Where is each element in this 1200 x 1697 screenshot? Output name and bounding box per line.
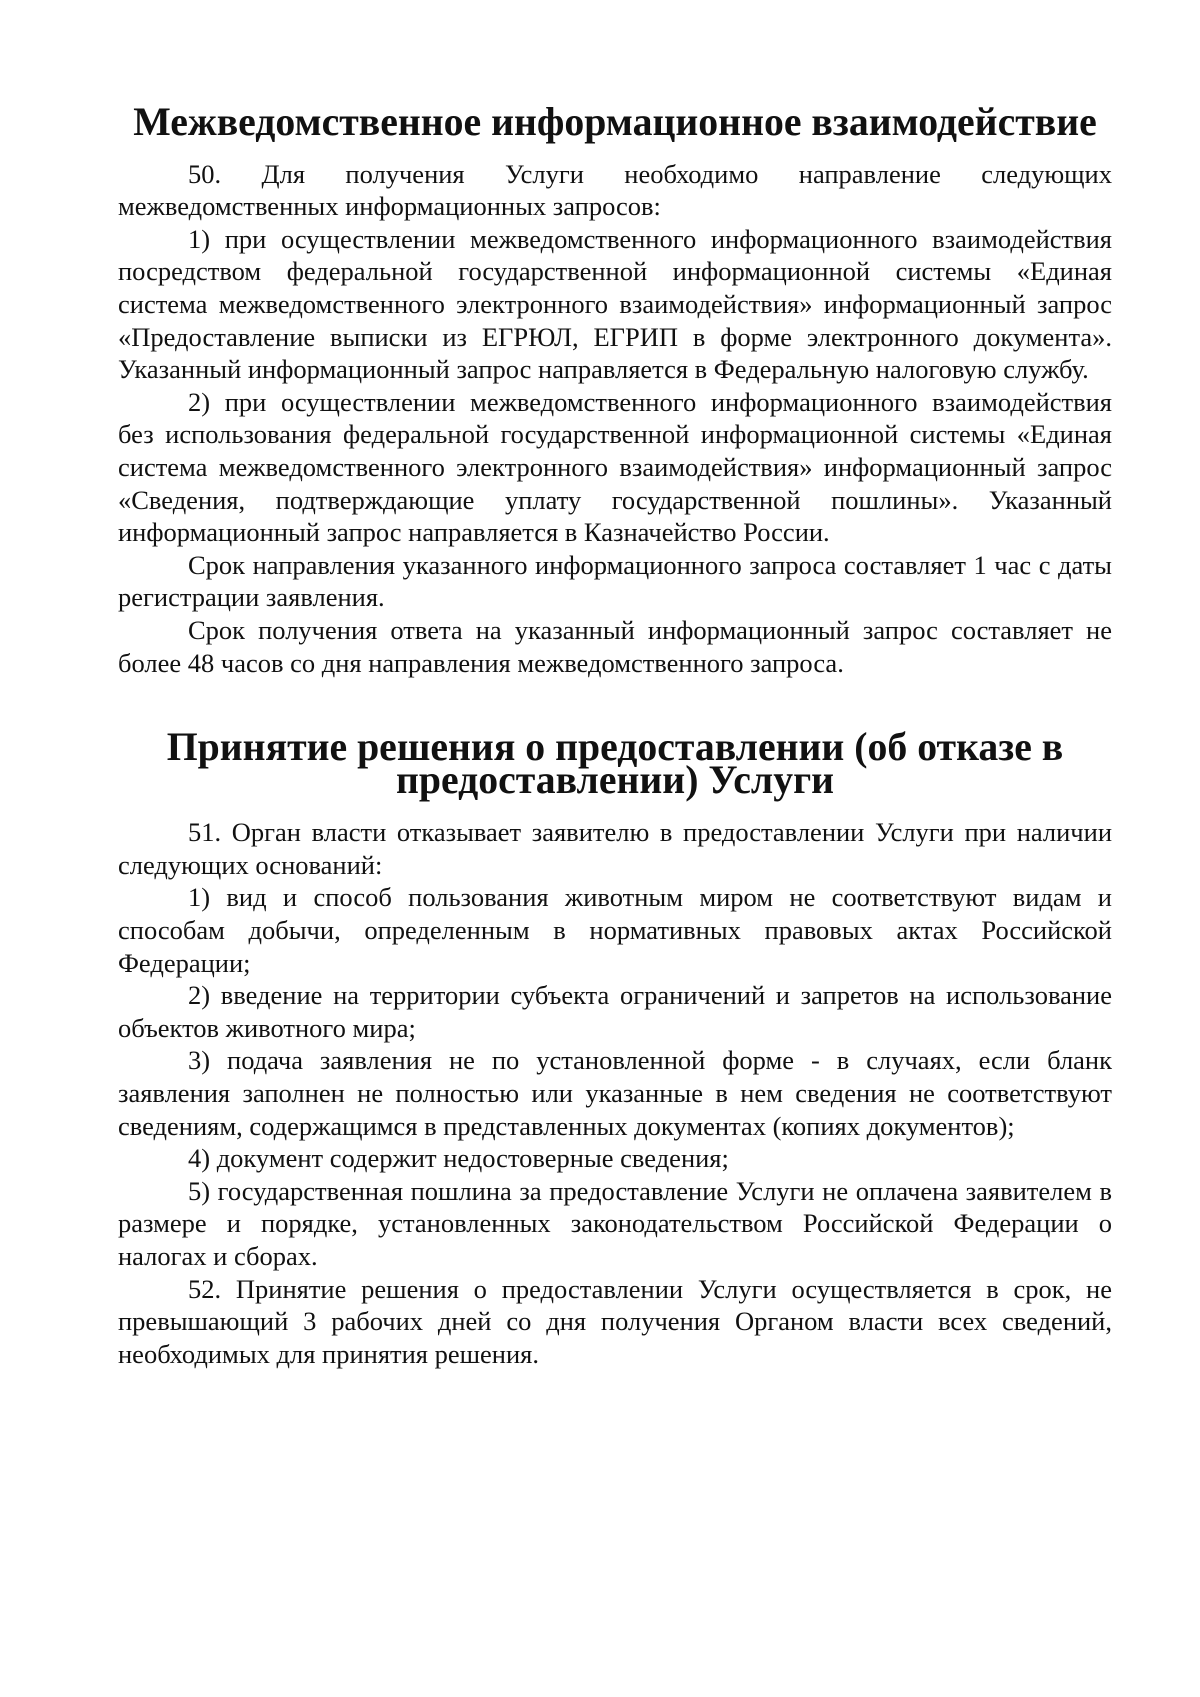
paragraph-51-item-3: 3) подача заявления не по установленной форме - в случаях, если бланк заявления заполнен не полностью или указанные в нем сведения не соответствуют сведениям, содержащимся в представленных документах (копиях документов); [118, 1045, 1112, 1141]
section-heading-interagency: Межведомственное информационное взаимодействие [133, 100, 1097, 144]
paragraph-50-item-2: 2) при осуществлении межведомственного информационного взаимодействия без использования федеральной государственной информационной системы «Единая система межведомственного электронного взаимодействия» информационный запрос «Сведения, подтверждающие уплату государственной пошлины». Указанный информационный запрос направляется в Казначейство России. [118, 386, 1112, 548]
document-page [118, 100, 1112, 1370]
paragraph-51: 51. Орган власти отказывает заявителю в предоставлении Услуги при наличии следующих оснований: [118, 817, 1112, 880]
paragraph-50: 50. Для получения Услуги необходимо направление следующих межведомственных информационных запросов: [118, 158, 1112, 222]
paragraph-51-item-5: 5) государственная пошлина за предоставление Услуги не оплачена заявителем в размере и порядке, установленных законодательством Российской Федерации о налогах и сборах. [118, 1175, 1112, 1271]
paragraph-request-deadline: Срок направления указанного информационного запроса составляет 1 час с даты регистрации заявления. [118, 549, 1112, 613]
section-heading-decision: Принятие решения о предоставлении (об отказе в предоставлении) Услуги [166, 725, 1064, 802]
paragraph-51-item-2: 2) введение на территории субъекта ограничений и запретов на использование объектов животного мира; [118, 980, 1112, 1043]
paragraph-51-item-4: 4) документ содержит недостоверные сведения; [188, 1143, 729, 1174]
paragraph-response-deadline: Срок получения ответа на указанный информационный запрос составляет не более 48 часов со дня направления межведомственного запроса. [118, 614, 1112, 678]
paragraph-52: 52. Принятие решения о предоставлении Услуги осуществляется в срок, не превышающий 3 рабочих дней со дня получения Органом власти всех сведений, необходимых для принятия решения. [118, 1273, 1112, 1369]
paragraph-51-item-1: 1) вид и способ пользования животным миром не соответствуют видам и способам добычи, определенным в нормативных правовых актах Российской Федерации; [118, 882, 1112, 978]
paragraph-50-item-1: 1) при осуществлении межведомственного информационного взаимодействия посредством федеральной государственной информационной системы «Единая система межведомственного электронного взаимодействия» информационный запрос «Предоставление выписки из ЕГРЮЛ, ЕГРИП в форме электронного документа». Указанный информационный запрос направляется в Федеральную налоговую службу. [118, 223, 1112, 385]
